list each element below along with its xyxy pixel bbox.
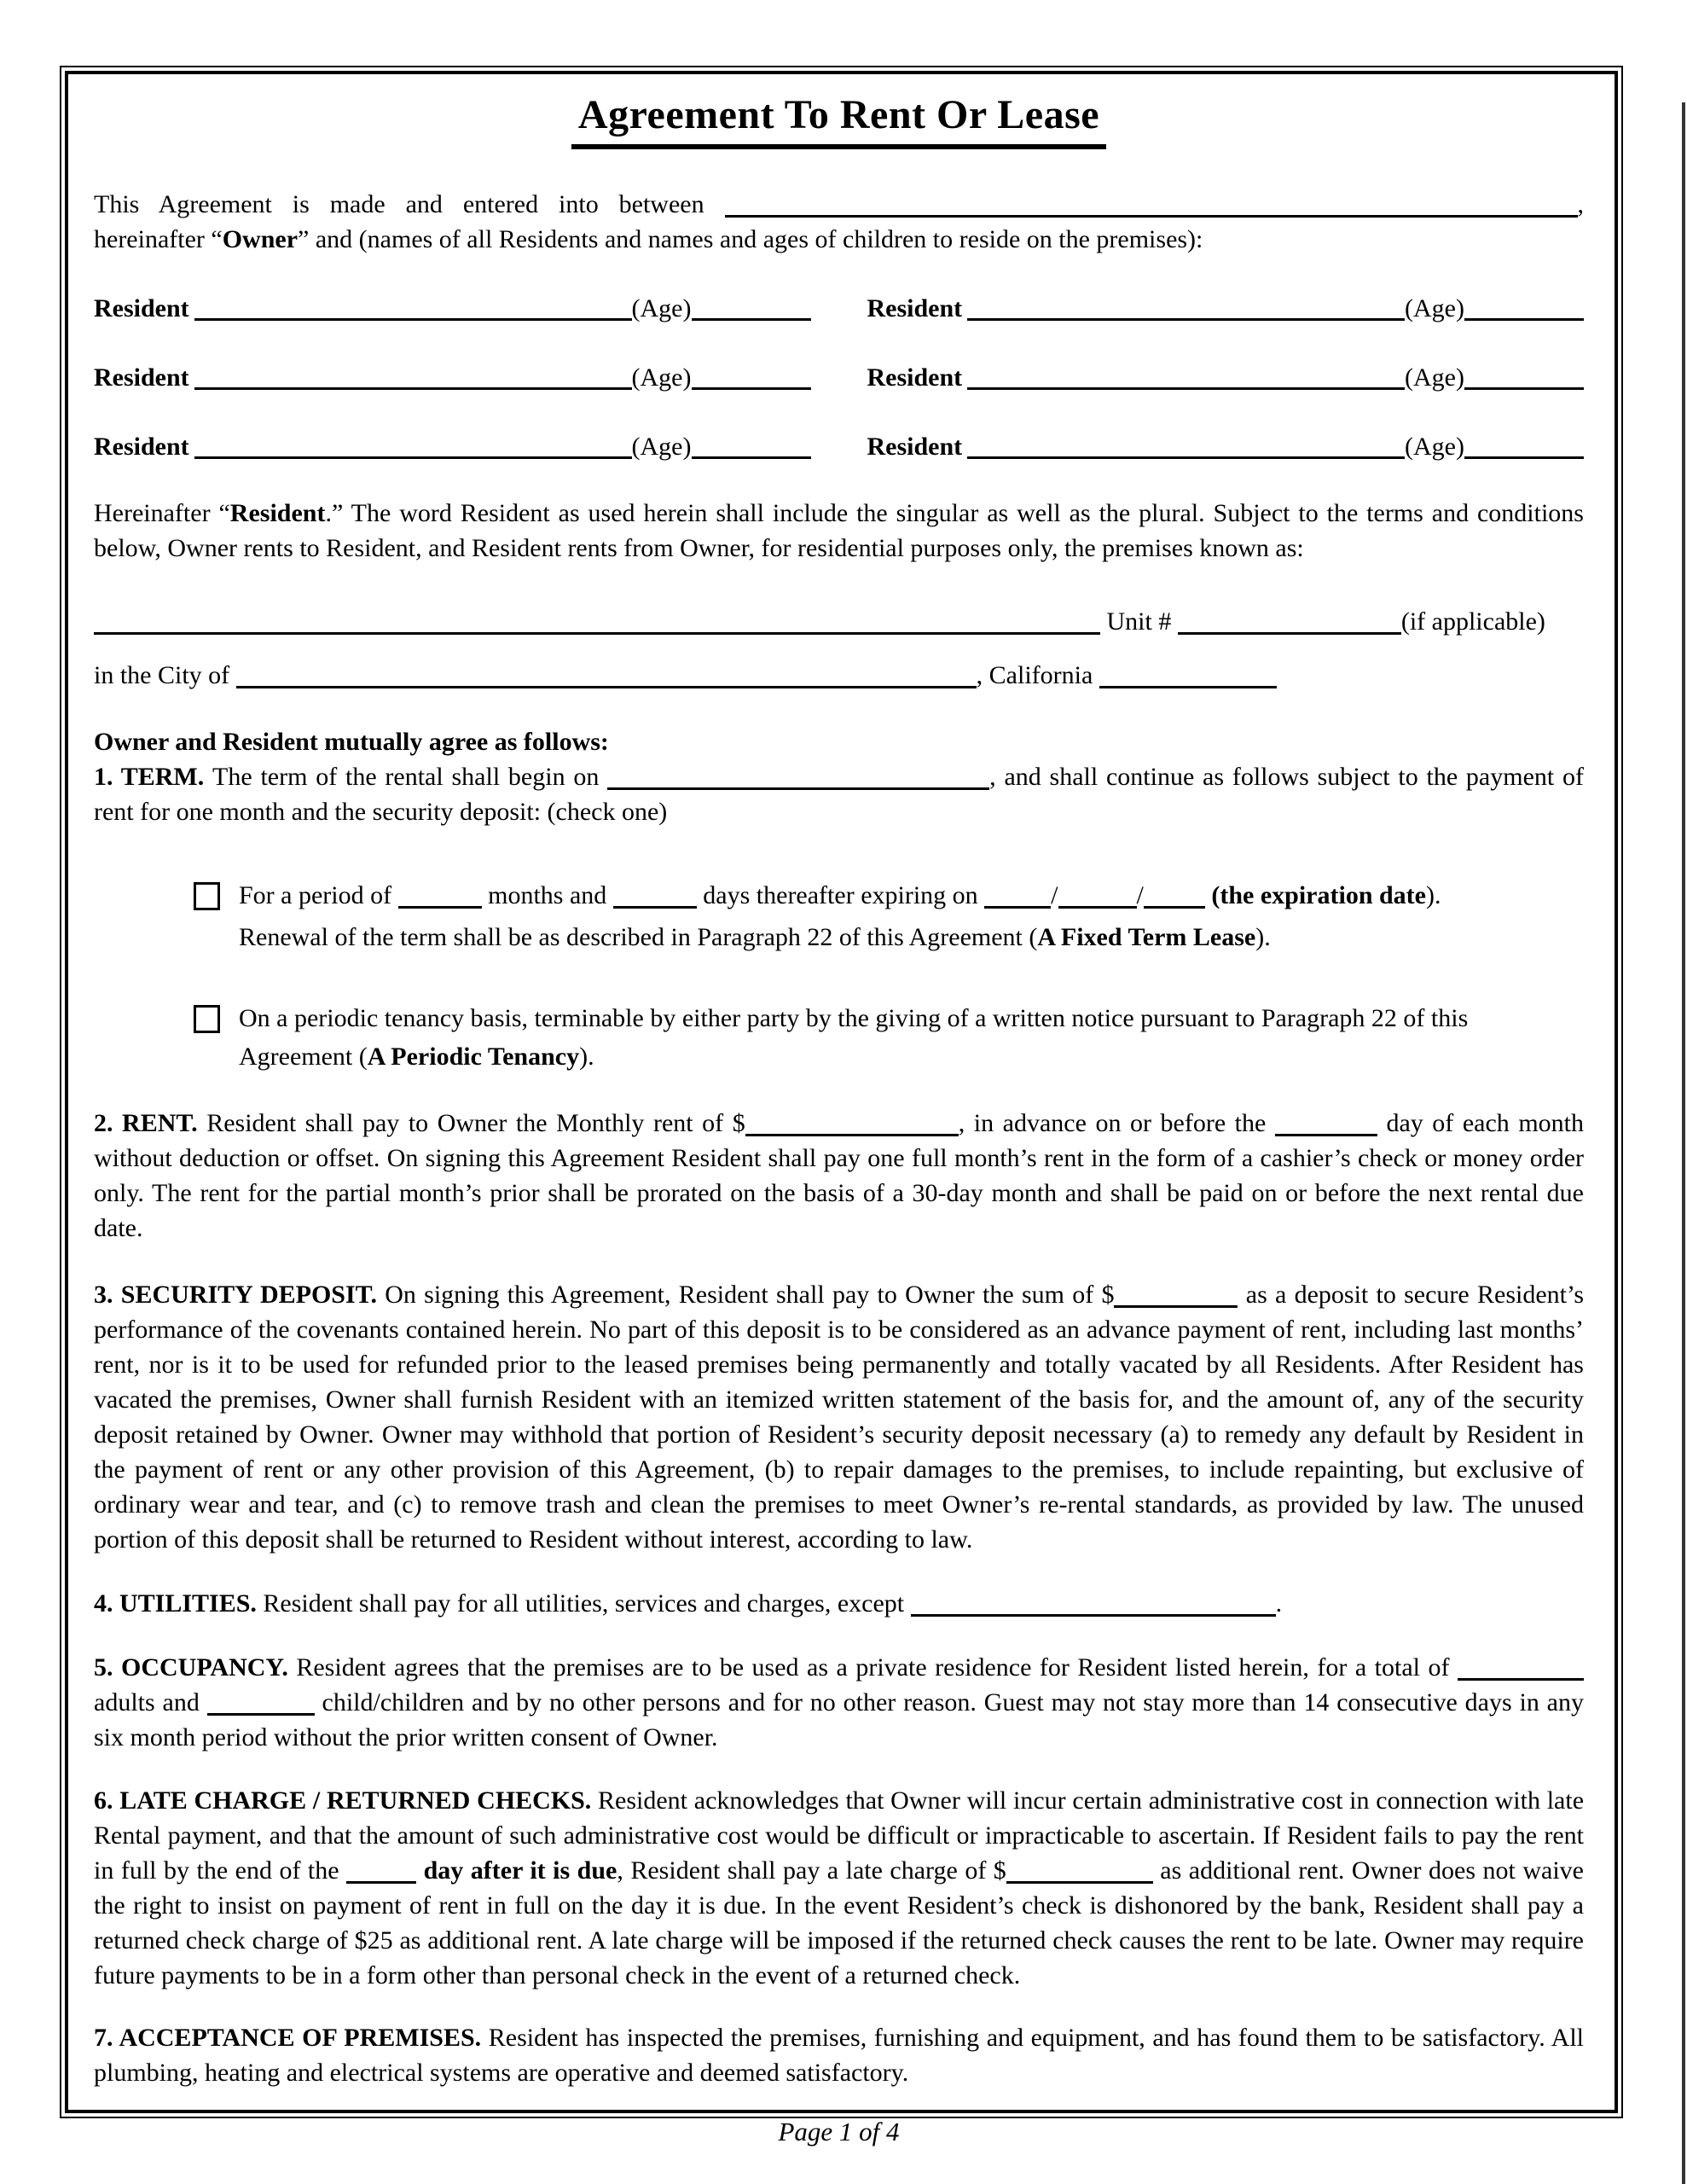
agree-heading: Owner and Resident mutually agree as follows: (94, 728, 609, 756)
document-content (65, 71, 1618, 2146)
intro-paragraph (94, 187, 1584, 257)
resident-entry (867, 357, 1585, 395)
resident-age-field[interactable] (692, 431, 811, 459)
text: Resident agrees that the premises are to be used as a private residence for Resident listed herein, for a total of (296, 1653, 1458, 1682)
text: ). (1426, 881, 1441, 909)
bold-text: 6. LATE CHARGE / RETURNED CHECKS. (94, 1786, 599, 1815)
title-row (94, 91, 1584, 149)
text: child/children and by no other persons and for no other reason. Guest may not stay more than 14 consecutive days in any six month period without the prior written consent of Owner. (94, 1688, 1584, 1751)
term-paragraph (94, 759, 1584, 829)
checkbox-periodic-tenancy[interactable] (194, 1005, 220, 1033)
bold-text: 1. TERM. (94, 763, 213, 791)
page-footer: Page 1 of 4 (778, 2117, 900, 2146)
text: . (1275, 1589, 1283, 1618)
text: / (1136, 881, 1144, 909)
text: For a period of (239, 881, 398, 909)
resident-entry (867, 288, 1585, 326)
resident-row (94, 357, 1584, 395)
resident-name-field[interactable] (967, 362, 1405, 390)
resident-entry (94, 427, 811, 464)
age-label: (Age) (1405, 363, 1464, 392)
blank-field[interactable] (1144, 880, 1205, 909)
resident-label: Resident (867, 294, 963, 322)
blank-field[interactable] (236, 660, 977, 688)
resident-age-field[interactable] (1464, 362, 1584, 390)
resident-name-field[interactable] (194, 362, 632, 390)
bold-text: 2. RENT. (94, 1109, 207, 1137)
bold-text: Owner (222, 225, 299, 253)
resident-age-field[interactable] (692, 362, 811, 390)
age-label: (Age) (1405, 433, 1464, 461)
text: Resident shall pay for all utilities, services and charges, except (263, 1589, 911, 1618)
blank-field[interactable] (1099, 660, 1277, 688)
bold-text: A Periodic Tenancy (367, 1043, 580, 1071)
blank-field[interactable] (1275, 1108, 1377, 1136)
blank-field[interactable] (984, 880, 1051, 909)
periodic-tenancy-option (194, 999, 1582, 1076)
text: as additional rent. Owner does not waive the right to insist on payment of rent in full on the day it is due. In the event Resident’s check is dishonored by the bank, Resident shall pay a returned check charge of $25 as additional rent. A late charge will be imposed if the returned check causes the rent to be late. Owner may require future payments to be in a form other than personal check in the event of a returned check. (94, 1856, 1584, 1989)
blank-field[interactable] (911, 1589, 1276, 1617)
resident-age-field[interactable] (1464, 431, 1584, 459)
text: Resident shall pay to Owner the Monthly rent of $ (206, 1109, 745, 1137)
text (416, 1856, 424, 1885)
blank-field[interactable] (207, 1687, 315, 1716)
periodic-tenancy-text (239, 999, 1582, 1076)
text: ). (579, 1043, 594, 1071)
bold-text: day after it is due (423, 1856, 617, 1885)
blank-field[interactable] (1114, 1280, 1238, 1308)
fixed-term-text (239, 876, 1582, 956)
resident-label: Resident (867, 363, 963, 392)
hereinafter-paragraph (94, 496, 1584, 566)
text: On signing this Agreement, Resident shall pay to Owner the sum of $ (385, 1281, 1115, 1309)
agree-heading-line (94, 724, 1584, 759)
text: days thereafter expiring on (696, 881, 985, 909)
text: months and (481, 881, 613, 909)
blank-field[interactable] (398, 880, 482, 909)
blank-field[interactable] (613, 880, 697, 909)
resident-label: Resident (867, 433, 963, 461)
blank-field[interactable] (346, 1856, 416, 1884)
resident-entry (867, 427, 1585, 464)
text: day of each month without deduction or offset. On signing this Agreement Resident shall pay one full month’s rent in the form of a cashier’s check or money order only. The rent for the partial month’s prior shall be prorated on the basis of a 30-day month and shall be paid on or before the next rental due date. (94, 1109, 1584, 1242)
resident-label: Resident (94, 363, 189, 392)
blank-field[interactable] (1006, 1856, 1153, 1884)
text: Unit # (1100, 607, 1178, 636)
resident-name-field[interactable] (194, 431, 632, 459)
document-title: Agreement To Rent Or Lease (571, 91, 1106, 149)
age-label: (Age) (1405, 294, 1464, 322)
document-border (60, 66, 1623, 2146)
scan-edge-artifact (1682, 102, 1685, 2184)
section-acceptance (94, 2020, 1584, 2090)
resident-label: Resident (94, 433, 189, 461)
text: Hereinafter “ (94, 499, 230, 527)
section-occupancy (94, 1650, 1584, 1755)
text: ” and (names of all Residents and names and ages of children to reside on the premises): (298, 225, 1203, 253)
resident-entry (94, 288, 811, 326)
resident-name-field[interactable] (967, 431, 1405, 459)
fixed-term-line2 (239, 918, 1582, 956)
bold-text: 4. UTILITIES. (94, 1589, 264, 1618)
bold-text: 7. ACCEPTANCE OF PREMISES. (94, 2024, 489, 2052)
text: Resident has inspected the premises, furnishing and equipment, and has found them to be satisfactory. All plumbing, heating and electrical systems are operative and deemed satisfactory. (94, 2024, 1584, 2087)
blank-field[interactable] (1458, 1653, 1584, 1681)
blank-field[interactable] (745, 1108, 959, 1136)
premises-address-line (94, 604, 1584, 639)
resident-name-field[interactable] (967, 293, 1405, 321)
blank-field[interactable] (725, 189, 1578, 218)
text: ). (1255, 923, 1271, 951)
text: .” The word Resident as used herein shall include the singular as well as the plural. Subject to the terms and conditions below, Owner rents to Resident, and Resident rents from Owner, for residential purposes only, the premises known as: (94, 499, 1584, 562)
text: Renewal of the term shall be as described in Paragraph 22 of this Agreement ( (239, 923, 1038, 951)
text: , California (976, 661, 1099, 689)
text: as a deposit to secure Resident’s performance of the covenants contained herein. No part of this deposit is to be considered as an advance payment of rent, including last months’ rent, nor is it to be used for refunded prior to the leased premises being permanently and totally vacated by all Residents. After Resident has vacated the premises, Owner shall furnish Resident with an itemized written statement of the basis for, and the amount of, any of the security deposit retained by Owner. Owner may withhold that portion of Resident’s security deposit necessary (a) to remedy any default by Resident in the payment of rent or any other provision of this Agreement, (b) to repair damages to the premises, to include repainting, but exclusive of ordinary wear and tear, and (c) to remove trash and clean the premises to meet Owner’s re-rental standards, as provided by law. The unused portion of this deposit shall be returned to Resident without interest, according to law. (94, 1281, 1584, 1554)
text: in the City of (94, 661, 236, 689)
resident-row (94, 288, 1584, 326)
section-late-charge (94, 1783, 1584, 1993)
blank-field[interactable] (94, 607, 1100, 635)
fixed-term-line1 (239, 876, 1582, 915)
resident-age-field[interactable] (692, 293, 811, 321)
bold-text: 5. OCCUPANCY. (94, 1653, 297, 1682)
text: (if applicable) (1400, 607, 1545, 636)
section-rent (94, 1106, 1584, 1246)
age-label: (Age) (631, 294, 692, 322)
section-utilities (94, 1586, 1584, 1621)
text: The term of the rental shall begin on (212, 763, 608, 791)
text: , Resident shall pay a late charge of $ (617, 1856, 1006, 1885)
bold-text: 3. SECURITY DEPOSIT. (94, 1281, 386, 1309)
text: This Agreement is made and entered into between (94, 190, 725, 218)
blank-field[interactable] (607, 762, 989, 790)
text: adults and (94, 1688, 207, 1716)
resident-age-field[interactable] (1464, 293, 1584, 321)
fixed-term-option (194, 876, 1582, 956)
text: On a periodic tenancy basis, terminable by either party by the giving of a written notice pursuant to Paragraph 22 of this Agreement ( (239, 1004, 1469, 1071)
blank-field[interactable] (1178, 607, 1401, 635)
text: Resident acknowledges that Owner will incur certain administrative cost in connection with late Rental payment, and that the amount of such administrative cost would be difficult or impracticable to ascertain. If Resident fails to pay the rent in full by the end of the (94, 1786, 1585, 1885)
resident-label: Resident (94, 294, 189, 322)
blank-field[interactable] (1058, 880, 1137, 909)
text: , in advance on or before the (958, 1109, 1275, 1137)
checkbox-fixed-term-lease[interactable] (194, 882, 220, 910)
periodic-tenancy-line (239, 999, 1582, 1076)
text: / (1051, 881, 1058, 909)
age-label: (Age) (631, 363, 692, 392)
resident-row (94, 427, 1584, 464)
resident-entry (94, 357, 811, 395)
city-line (94, 658, 1584, 693)
bold-text: A Fixed Term Lease (1037, 923, 1256, 951)
age-label: (Age) (631, 433, 692, 461)
bold-text: Resident (229, 499, 326, 527)
resident-name-field[interactable] (194, 293, 632, 321)
text: , and shall continue as follows subject to the payment of rent for one month and the security deposit: (check one) (94, 763, 1584, 826)
bold-text: (the expiration date (1211, 881, 1426, 909)
section-security-deposit (94, 1277, 1584, 1557)
text: , hereinafter “ (94, 190, 1584, 253)
